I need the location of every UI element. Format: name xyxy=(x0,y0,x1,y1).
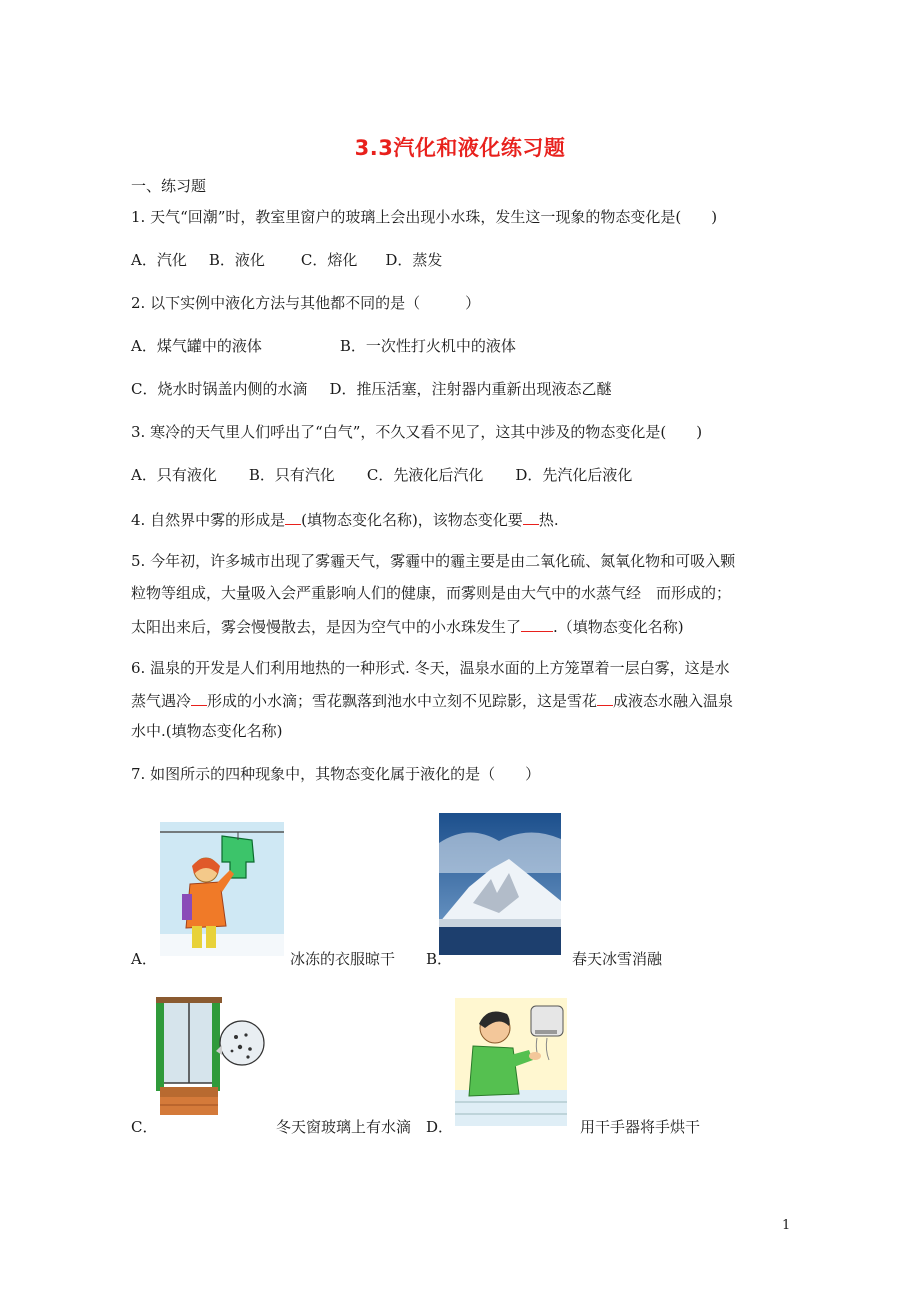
option-a-label: A． xyxy=(131,950,157,968)
option-c: C．先液化后汽化 xyxy=(366,466,484,484)
option-a: A．汽化 xyxy=(131,251,187,269)
option-b-caption: 春天冰雪消融 xyxy=(572,950,663,968)
answer-blank[interactable] xyxy=(523,508,539,525)
answer-blank[interactable] xyxy=(191,689,207,706)
option-b: B．只有汽化 xyxy=(248,466,335,484)
option-a: A．只有液化 xyxy=(131,466,217,484)
option-d: D．蒸发 xyxy=(385,251,443,269)
option-d-caption: 用干手器将手烘干 xyxy=(580,1118,701,1136)
answer-blank[interactable] xyxy=(597,689,613,706)
option-c-label: C． xyxy=(131,1118,158,1136)
frozen-clothes-illustration xyxy=(160,822,284,956)
snowy-mountain-photo xyxy=(439,813,561,955)
option-d-label: D． xyxy=(426,1118,454,1136)
option-d: D．先汽化后液化 xyxy=(515,466,633,484)
option-b: B．液化 xyxy=(208,251,265,269)
question-2-options-row2 xyxy=(131,379,612,399)
option-c: C．熔化 xyxy=(300,251,358,269)
page-number: 1 xyxy=(782,1218,791,1233)
question-4-text: 4. 自然界中雾的形成是 (填物态变化名称)，该物态变化要 热. xyxy=(131,508,559,530)
question-6-line-3: 水中.(填物态变化名称) xyxy=(131,722,283,740)
question-3-options xyxy=(131,465,632,485)
question-5-line-1: 5. 今年初，许多城市出现了雾霾天气，雾霾中的霾主要是由二氧化硫、氮氧化物和可吸入颗 xyxy=(131,552,736,570)
option-d: D．推压活塞，注射器内重新出现液态乙醚 xyxy=(329,380,612,398)
option-c-caption: 冬天窗玻璃上有水滴 xyxy=(276,1118,412,1136)
question-6-line-1: 6. 温泉的开发是人们利用地热的一种形式. 冬天，温泉水面的上方笼罩着一层白雾，这是水 xyxy=(131,659,730,677)
option-b: B．一次性打火机中的液体 xyxy=(339,337,516,355)
question-7-text: 7. 如图所示的四种现象中，其物态变化属于液化的是（ ） xyxy=(131,765,541,783)
question-1-options xyxy=(131,250,442,270)
question-5-line-2: 粒物等组成，大量吸入会严重影响人们的健康，而雾则是由大气中的水蒸气经 而形成的； xyxy=(131,584,732,602)
answer-blank[interactable] xyxy=(285,508,301,525)
option-a-caption: 冰冻的衣服晾干 xyxy=(290,950,396,968)
question-6-line-2: 蒸气遇冷 形成的小水滴；雪花飘落到池水中立刻不见踪影，这是雪花 成液态水融入温泉 xyxy=(131,689,733,711)
window-water-droplets-illustration xyxy=(156,995,268,1117)
question-2-options-row1 xyxy=(131,336,516,356)
question-1-text: 1. 天气“回潮”时，教室里窗户的玻璃上会出现小水珠，发生这一现象的物态变化是( ) xyxy=(131,208,718,226)
answer-blank[interactable] xyxy=(521,615,553,632)
question-3-text: 3. 寒冷的天气里人们呼出了“白气”，不久又看不见了，这其中涉及的物态变化是( ) xyxy=(131,423,703,441)
question-5-line-3: 太阳出来后，雾会慢慢散去，是因为空气中的小水珠发生了 .（填物态变化名称) xyxy=(131,615,684,637)
hand-dryer-illustration xyxy=(455,998,567,1126)
option-c: C．烧水时锅盖内侧的水滴 xyxy=(131,380,308,398)
option-b-label: B． xyxy=(426,950,453,968)
document-title: 3.3汽化和液化练习题 xyxy=(354,136,566,160)
section-heading: 一、练习题 xyxy=(131,177,207,195)
question-2-text: 2. 以下实例中液化方法与其他都不同的是（ ） xyxy=(131,294,481,312)
option-a: A．煤气罐中的液体 xyxy=(131,337,262,355)
